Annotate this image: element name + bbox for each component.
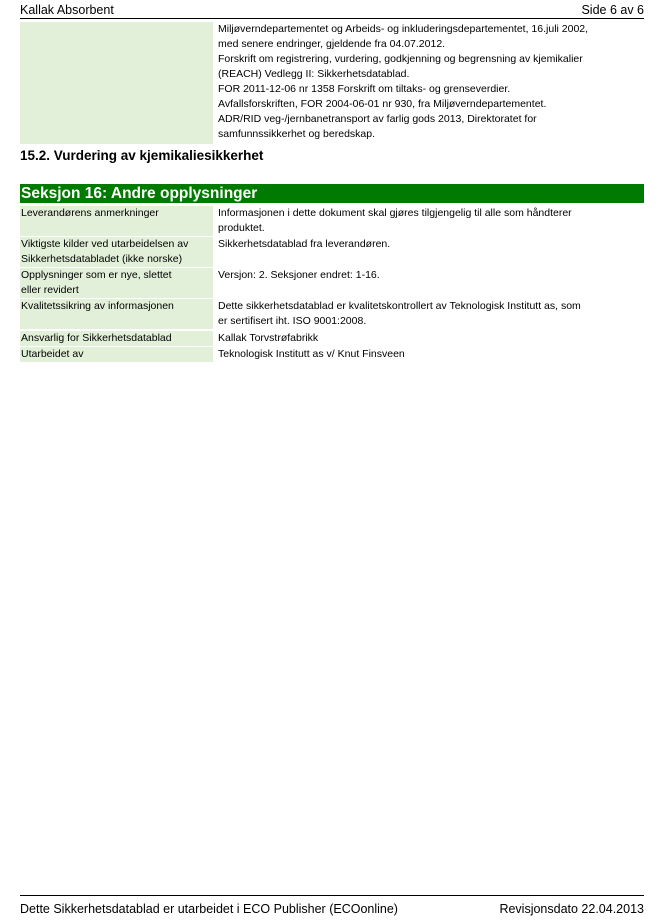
- regulations-row: [20, 22, 644, 144]
- info-value: [218, 237, 638, 252]
- regulations-text: [218, 22, 638, 142]
- regulation-line: FOR 2011-12-06 nr 1358 Forskrift om tiltaks- og grenseverdier.: [218, 83, 511, 95]
- value-line: Versjon: 2. Seksjoner endret: 1-16.: [218, 269, 380, 281]
- regulations-label-cell: [20, 22, 213, 144]
- page-header: [20, 2, 644, 19]
- page-number: Side 6 av 6: [581, 3, 644, 17]
- regulation-line: (REACH) Vedlegg II: Sikkerhetsdatablad.: [218, 68, 410, 80]
- info-label: [20, 331, 213, 346]
- value-line: Kallak Torvstrøfabrikk: [218, 332, 319, 344]
- page-footer: [20, 895, 644, 918]
- info-value: [218, 347, 638, 362]
- info-label: [20, 237, 213, 267]
- info-row: [20, 206, 644, 236]
- label-line: Viktigste kilder ved utarbeidelsen av: [21, 238, 189, 250]
- document-title: Kallak Absorbent: [20, 3, 114, 17]
- info-row: [20, 347, 644, 362]
- footer-publisher: Dette Sikkerhetsdatablad er utarbeidet i ECO Publisher (ECOonline): [20, 902, 398, 916]
- regulation-line: samfunnssikkerhet og beredskap.: [218, 128, 376, 140]
- info-value: [218, 206, 638, 236]
- label-line: Utarbeidet av: [21, 348, 84, 360]
- label-line: Leverandørens anmerkninger: [21, 207, 159, 219]
- value-line: produktet.: [218, 222, 265, 234]
- label-line: Ansvarlig for Sikkerhetsdatablad: [21, 332, 172, 344]
- info-row: [20, 299, 644, 329]
- label-line: Opplysninger som er nye, slettet: [21, 269, 172, 281]
- label-line: eller revidert: [21, 284, 79, 296]
- regulation-line: med senere endringer, gjeldende fra 04.07.2012.: [218, 38, 446, 50]
- info-value: [218, 268, 638, 283]
- label-line: Kvalitetssikring av informasjonen: [21, 300, 174, 312]
- info-label: [20, 299, 213, 329]
- info-value: [218, 331, 638, 346]
- info-value: [218, 299, 638, 329]
- section-heading: Seksjon 16: Andre opplysninger: [20, 184, 644, 203]
- info-row: [20, 237, 644, 267]
- regulation-line: Forskrift om registrering, vurdering, godkjenning og begrensning av kjemikalier: [218, 53, 583, 65]
- regulation-line: ADR/RID veg-/jernbanetransport av farlig gods 2013, Direktoratet for: [218, 113, 537, 125]
- regulation-line: Miljøverndepartementet og Arbeids- og inkluderingsdepartementet, 16.juli 2002,: [218, 23, 589, 35]
- info-row: [20, 268, 644, 298]
- footer-revision-date: Revisjonsdato 22.04.2013: [499, 902, 644, 916]
- value-line: Dette sikkerhetsdatablad er kvalitetskontrollert av Teknologisk Institutt as, som: [218, 300, 581, 312]
- value-line: Teknologisk Institutt as v/ Knut Finsveen: [218, 348, 405, 360]
- info-row: [20, 331, 644, 346]
- info-label: [20, 206, 213, 236]
- label-line: Sikkerhetsdatabladet (ikke norske): [21, 253, 183, 265]
- regulation-line: Avfallsforskriften, FOR 2004-06-01 nr 930, fra Miljøverndepartementet.: [218, 98, 547, 110]
- subsection-heading: 15.2. Vurdering av kjemikaliesikkerhet: [20, 148, 264, 163]
- value-line: er sertifisert iht. ISO 9001:2008.: [218, 315, 367, 327]
- value-line: Informasjonen i dette dokument skal gjøres tilgjengelig til alle som håndterer: [218, 207, 572, 219]
- info-label: [20, 268, 213, 298]
- value-line: Sikkerhetsdatablad fra leverandøren.: [218, 238, 391, 250]
- info-label: [20, 347, 213, 362]
